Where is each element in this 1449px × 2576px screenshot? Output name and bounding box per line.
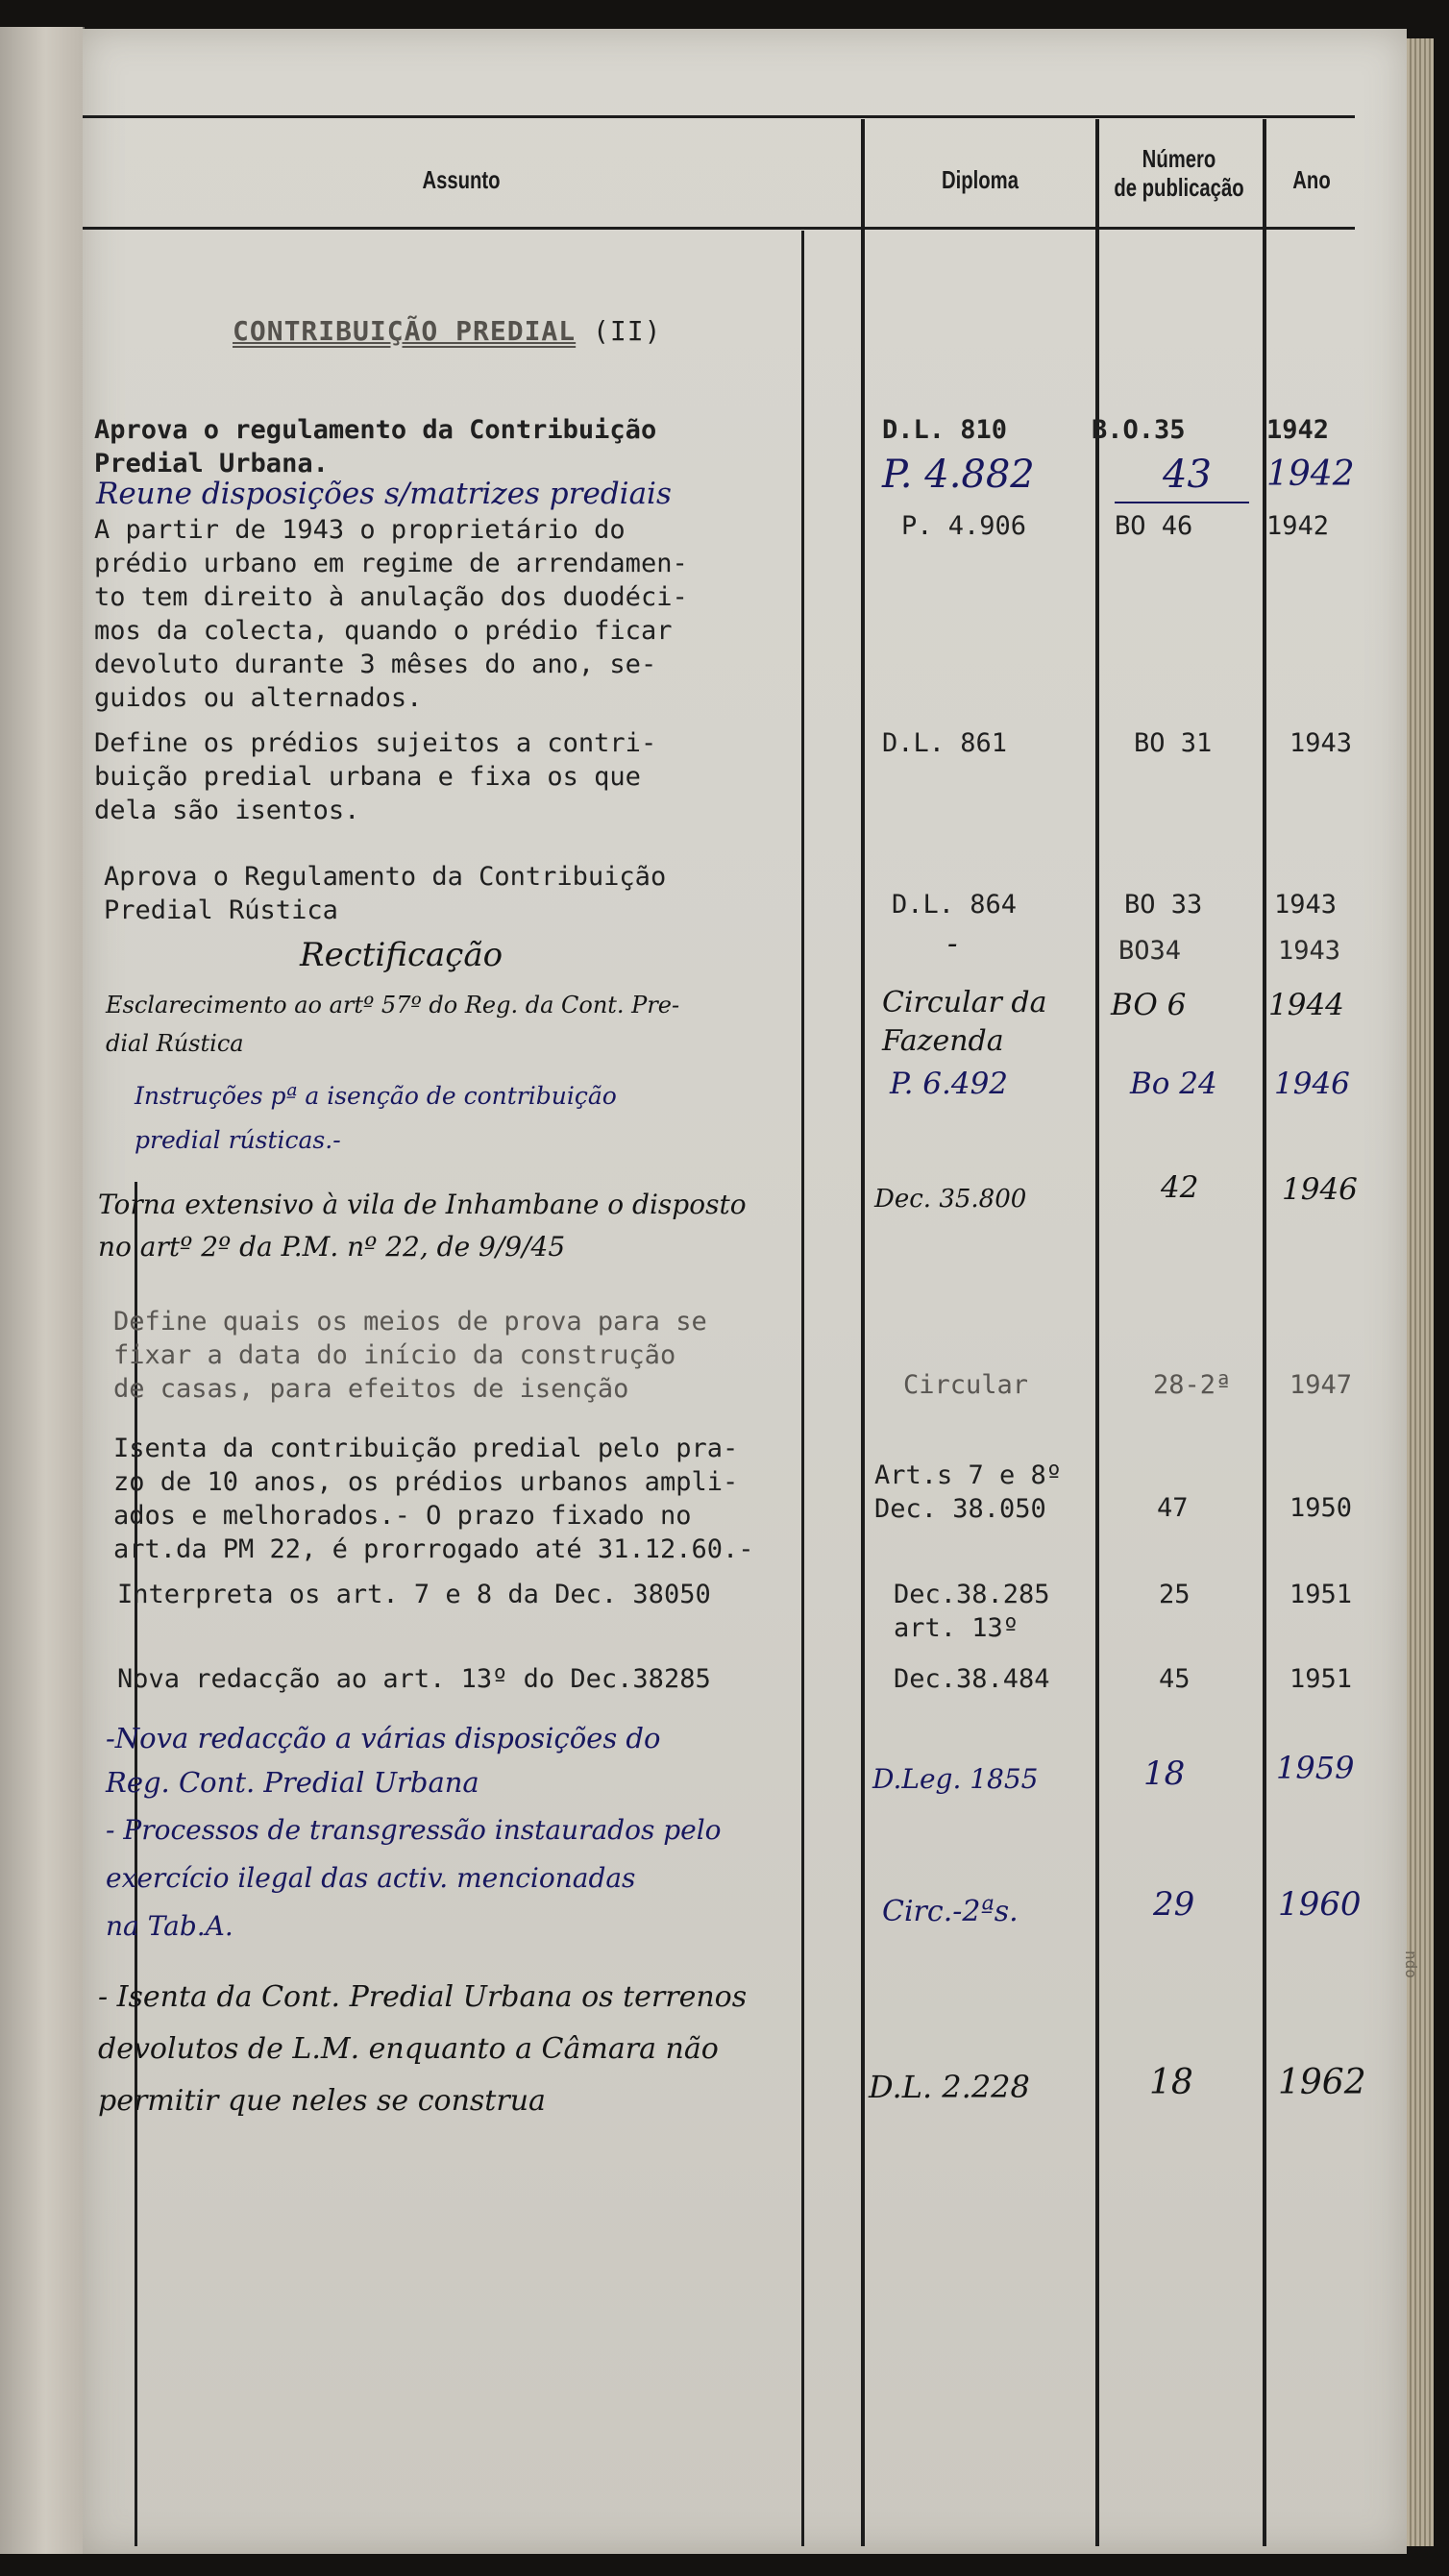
entry-year: 1959 (1276, 1750, 1355, 1786)
column-rule-diploma (861, 119, 865, 2546)
entry-year: 1943 (1289, 728, 1353, 758)
column-rule-assunto-inner (801, 231, 804, 2546)
entry-diploma: Circular (903, 1370, 1029, 1400)
entry-subject: -Nova redacção a várias disposições do Reg. Cont. Predial Urbana (106, 1722, 661, 1799)
handwritten-underline (1115, 502, 1249, 503)
entry-number: BO 6 (1111, 988, 1187, 1022)
entry-year: 1942 (1266, 415, 1330, 445)
entry-number: 43 (1163, 453, 1212, 497)
entry-year: 1960 (1278, 1885, 1362, 1924)
entry-number: Bo 24 (1130, 1067, 1217, 1101)
header-numero: Número de publicação (1114, 144, 1244, 202)
entry-diploma: Circular da Fazenda (882, 986, 1047, 1058)
entry-diploma: Dec.38.484 (894, 1664, 1050, 1694)
entry-subject: Aprova o regulamento da Contribuição Predial Urbana. (94, 415, 657, 478)
entry-subject: Instruções pª a isenção de contribuição predial rústicas.- (135, 1082, 617, 1154)
entry-diploma: Art.s 7 e 8º Dec. 38.050 (874, 1460, 1063, 1524)
entry-number: BO 33 (1124, 890, 1203, 920)
entry-diploma: D.Leg. 1855 (872, 1763, 1039, 1795)
entry-subject: Reune disposições s/matrizes prediais (96, 477, 672, 511)
entry-diploma: D.L. 2.228 (869, 2069, 1030, 2105)
entry-diploma: D.L. 864 (892, 890, 1018, 920)
entry-subject: Esclarecimento ao artº 57º do Reg. da Cont. Pre- dial Rústica (106, 992, 680, 1057)
entry-number: 18 (1149, 2063, 1193, 2102)
entry-number: 45 (1159, 1664, 1191, 1694)
margin-fragment: ndo (1402, 1950, 1420, 1978)
entry-subject: A partir de 1943 o proprietário do prédio urbano em regime de arrendamen- to tem direito à anulação dos duodéci- mos da colecta, quando o prédio ficar devoluto durante 3 mêses do ano, se- guidos ou alternados. (94, 515, 688, 713)
entry-diploma: Dec. 35.800 (874, 1185, 1027, 1214)
header-assunto: Assunto (422, 165, 501, 194)
entry-subject: - Processos de transgressão instaurados pelo exercício ilegal das activ. mencionadas na Tab.A. (106, 1814, 722, 1942)
entry-year: 1946 (1274, 1067, 1350, 1101)
entry-subject: Define quais os meios de prova para se fixar a data do início da construção de casas, para efeitos de isenção (113, 1307, 707, 1404)
page-stack-edge (1407, 38, 1434, 2546)
entry-diploma: P. 4.906 (901, 511, 1027, 541)
entry-year: 1944 (1268, 988, 1344, 1022)
top-rule (83, 115, 1355, 118)
entry-subject: Define os prédios sujeitos a contri- buição predial urbana e fixa os que dela são isentos. (94, 728, 657, 825)
entry-subject: Rectificação (300, 936, 503, 974)
entry-subject: Aprova o Regulamento da Contribuição Predial Rústica (104, 862, 667, 925)
entry-year: 1943 (1274, 890, 1338, 920)
entry-year: 1942 (1266, 511, 1330, 541)
entry-number: B.O.35 (1092, 415, 1186, 445)
ledger-page (83, 29, 1407, 2554)
entry-diploma: D.L. 861 (882, 728, 1008, 758)
entry-number: BO 31 (1134, 728, 1213, 758)
entry-number: 47 (1157, 1493, 1189, 1523)
entry-year: 1962 (1278, 2063, 1366, 2102)
entry-subject: Torna extensivo à vila de Inhambane o disposto no artº 2º da P.M. nº 22, de 9/9/45 (98, 1189, 747, 1263)
entry-diploma: Dec.38.285 art. 13º (894, 1580, 1050, 1643)
section-title: CONTRIBUIÇÃO PREDIAL (II) (233, 315, 662, 347)
entry-year: 1951 (1289, 1664, 1353, 1694)
header-rule (83, 227, 1355, 230)
entry-number: 25 (1159, 1580, 1191, 1609)
entry-number: 18 (1143, 1754, 1186, 1793)
header-ano: Ano (1292, 165, 1331, 194)
entry-year: 1946 (1282, 1172, 1358, 1207)
entry-number: 29 (1153, 1885, 1195, 1924)
entry-diploma: P. 4.882 (882, 453, 1035, 497)
entry-year: 1947 (1289, 1370, 1353, 1400)
entry-year: 1951 (1289, 1580, 1353, 1609)
entry-diploma: Circ.-2ªs. (882, 1895, 1019, 1928)
entry-year: 1942 (1266, 454, 1355, 494)
column-rule-numero (1095, 119, 1099, 2546)
entry-number: BO 46 (1115, 511, 1193, 541)
left-page-edge (0, 27, 85, 2554)
entry-year: 1943 (1278, 936, 1341, 966)
entry-subject: - Isenta da Cont. Predial Urbana os terrenos devolutos de L.M. enquanto a Câmara não permitir que neles se construa (98, 1980, 748, 2118)
header-diploma: Diploma (941, 165, 1019, 194)
entry-diploma: P. 6.492 (890, 1067, 1009, 1101)
entry-subject: Interpreta os art. 7 e 8 da Dec. 38050 (117, 1580, 711, 1609)
entry-diploma: D.L. 810 (882, 415, 1008, 445)
entry-year: 1950 (1289, 1493, 1353, 1523)
entry-number: BO34 (1118, 936, 1182, 966)
entry-number: 42 (1161, 1170, 1199, 1205)
entry-subject: Nova redacção ao art. 13º do Dec.38285 (117, 1664, 711, 1694)
entry-diploma: - (947, 926, 958, 961)
entry-subject: Isenta da contribuição predial pelo pra- zo de 10 anos, os prédios urbanos ampli- ados e melhorados.- O prazo fixado no art.da PM 22, é prorrogado até 31.12.60.- (113, 1434, 754, 1564)
entry-number: 28-2ª (1153, 1370, 1232, 1400)
